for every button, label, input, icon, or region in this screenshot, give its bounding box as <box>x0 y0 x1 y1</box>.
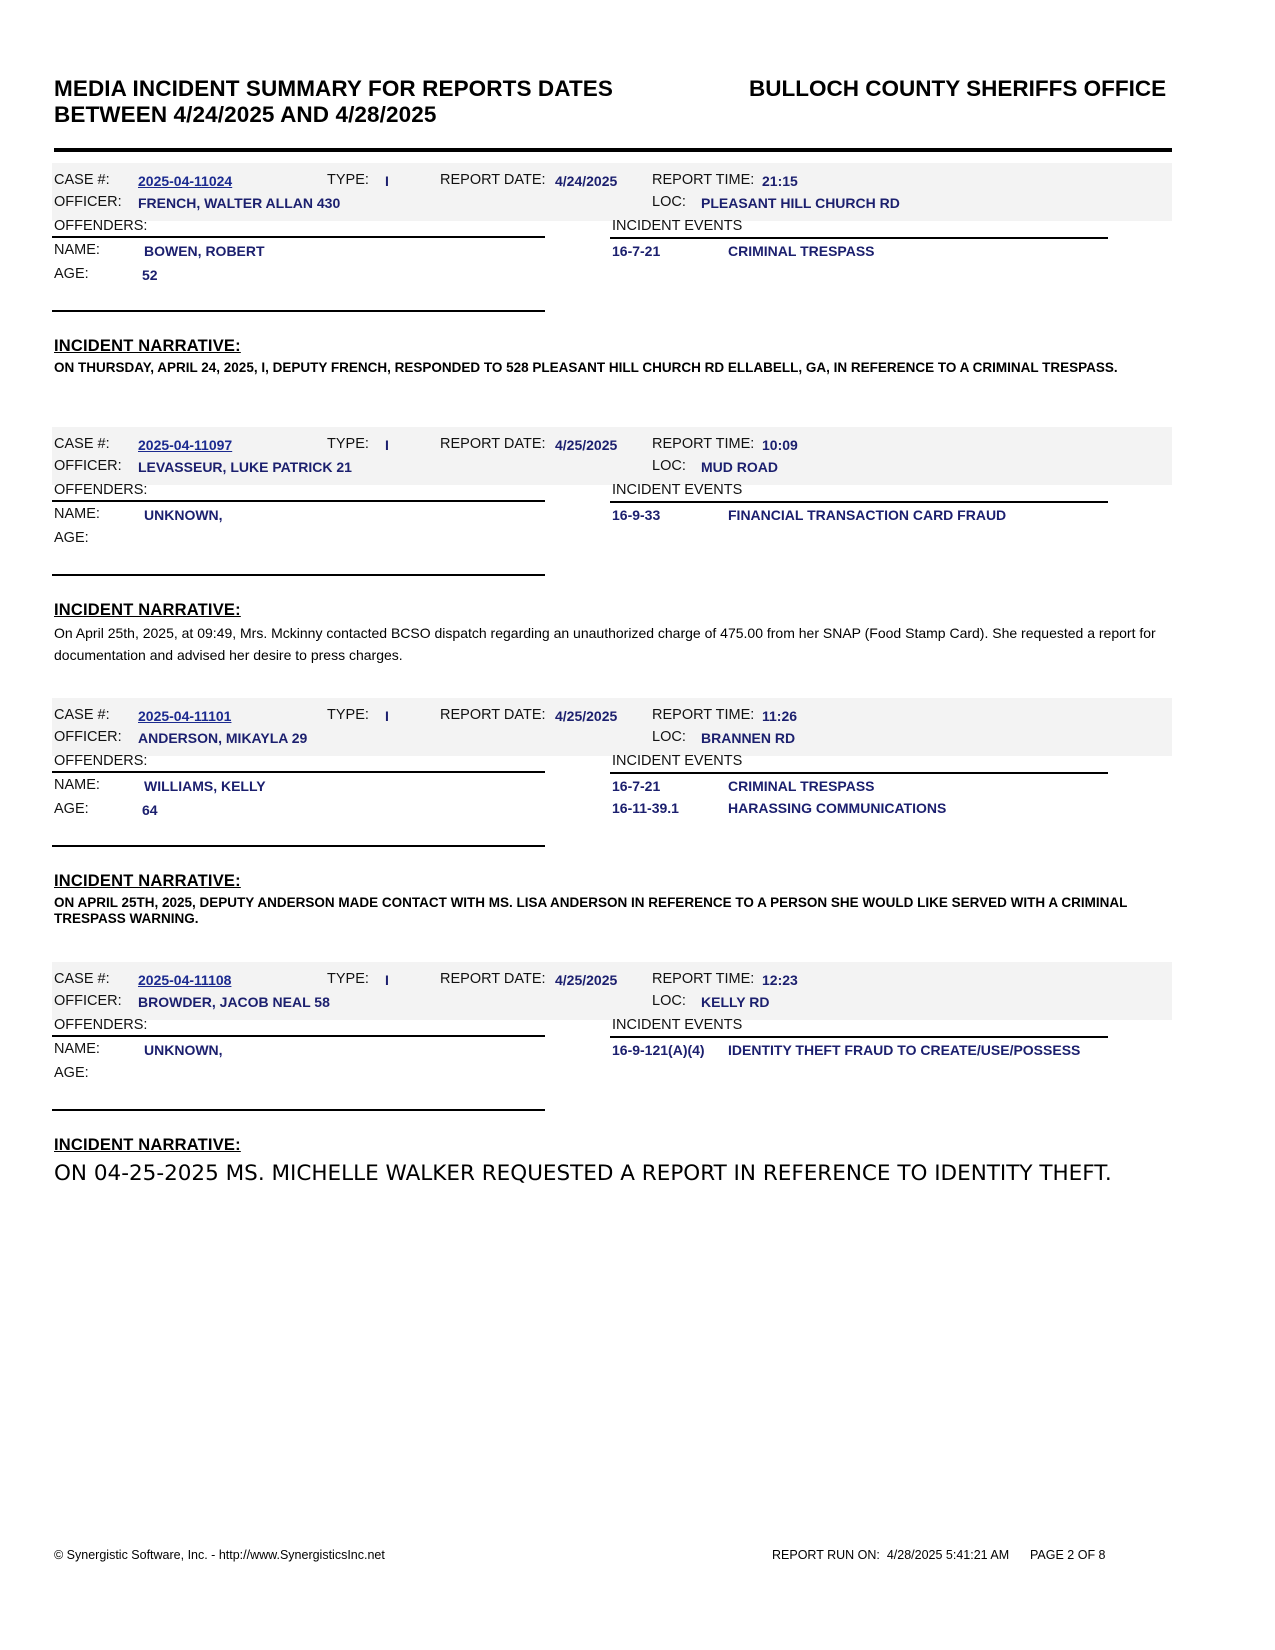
report-run-label: REPORT RUN ON: <box>772 1548 880 1562</box>
incident-events-rule <box>610 1036 1108 1038</box>
loc-label: LOC: <box>652 993 686 1009</box>
officer-label: OFFICER: <box>54 458 122 474</box>
age-label: AGE: <box>54 530 89 546</box>
case-label: CASE #: <box>54 436 110 452</box>
report-time-label: REPORT TIME: <box>652 436 755 452</box>
event-code: 16-7-21 <box>612 778 661 794</box>
type-label: TYPE: <box>327 436 369 452</box>
incident-narrative <box>54 337 1154 376</box>
case-record <box>0 163 1275 433</box>
offender-age: 64 <box>142 802 158 818</box>
report-time-value: 10:09 <box>762 437 798 453</box>
narrative-text: On April 25th, 2025, at 09:49, Mrs. Mckinny contacted BCSO dispatch regarding an unauthorized charge of 475.00 from her SNAP (Food Stamp Card). She requested a report for documentation and advised her desire to press charges. <box>54 625 1156 663</box>
case-header-band <box>52 427 1172 485</box>
narrative-text: ON APRIL 25TH, 2025, DEPUTY ANDERSON MADE CONTACT WITH MS. LISA ANDERSON IN REFERENCE TO A PERSON SHE WOULD LIKE SERVED WITH A CRIMINAL TRESPASS WARNING. <box>54 895 1128 926</box>
report-date-value: 4/24/2025 <box>555 173 618 189</box>
report-date-label: REPORT DATE: <box>440 971 546 987</box>
offender-block-rule <box>52 845 545 847</box>
case-header-band <box>52 962 1172 1020</box>
event-code: 16-7-21 <box>612 243 661 259</box>
offenders-label: OFFENDERS: <box>54 753 148 769</box>
case-number-link[interactable]: 2025-04-11101 <box>138 708 232 724</box>
age-label: AGE: <box>54 1065 89 1081</box>
officer-label: OFFICER: <box>54 729 122 745</box>
type-value: I <box>385 173 389 189</box>
offender-block-rule <box>52 310 545 312</box>
incident-events-label: INCIDENT EVENTS <box>612 218 743 234</box>
case-record <box>0 698 1275 968</box>
incident-events-label: INCIDENT EVENTS <box>612 1017 743 1033</box>
report-time-value: 21:15 <box>762 173 798 189</box>
case-number-link[interactable]: 2025-04-11097 <box>138 437 233 453</box>
report-date-label: REPORT DATE: <box>440 707 546 723</box>
type-value: I <box>385 972 389 988</box>
incident-narrative <box>54 601 1164 666</box>
case-number-link[interactable]: 2025-04-11108 <box>138 972 232 988</box>
type-label: TYPE: <box>327 971 369 987</box>
event-description: IDENTITY THEFT FRAUD TO CREATE/USE/POSSESS <box>728 1042 1081 1058</box>
type-label: TYPE: <box>327 707 369 723</box>
offenders-rule <box>52 500 545 502</box>
age-label: AGE: <box>54 266 89 282</box>
case-header-band <box>52 163 1172 221</box>
narrative-title: INCIDENT NARRATIVE: <box>54 601 241 619</box>
incident-events-rule <box>610 237 1108 239</box>
officer-label: OFFICER: <box>54 194 122 210</box>
event-description: FINANCIAL TRANSACTION CARD FRAUD <box>728 507 1007 523</box>
loc-value: BRANNEN RD <box>701 730 796 746</box>
type-value: I <box>385 437 389 453</box>
footer-run-info <box>772 1548 1106 1562</box>
officer-value: FRENCH, WALTER ALLAN 430 <box>138 195 341 211</box>
report-time-value: 12:23 <box>762 972 798 988</box>
type-value: I <box>385 708 389 724</box>
loc-label: LOC: <box>652 458 686 474</box>
officer-label: OFFICER: <box>54 993 122 1009</box>
officer-value: BROWDER, JACOB NEAL 58 <box>138 994 330 1010</box>
report-run-value: 4/28/2025 5:41:21 AM <box>886 1548 1010 1562</box>
event-code: 16-9-33 <box>612 507 661 523</box>
footer-copyright: © Synergistic Software, Inc. - http://www.SynergisticsInc.net <box>54 1548 385 1562</box>
offender-block-rule <box>52 1109 545 1111</box>
loc-label: LOC: <box>652 194 686 210</box>
incident-events-label: INCIDENT EVENTS <box>612 482 743 498</box>
report-date-label: REPORT DATE: <box>440 172 546 188</box>
narrative-title: INCIDENT NARRATIVE: <box>54 872 241 890</box>
offenders-label: OFFENDERS: <box>54 218 148 234</box>
incident-narrative <box>54 872 1154 927</box>
event-description: CRIMINAL TRESPASS <box>728 778 875 794</box>
event-description: HARASSING COMMUNICATIONS <box>728 800 947 816</box>
offenders-rule <box>52 236 545 238</box>
event-code: 16-9-121(A)(4) <box>612 1042 705 1058</box>
loc-value: KELLY RD <box>701 994 770 1010</box>
report-title-line2: BETWEEN 4/24/2025 AND 4/28/2025 <box>54 102 437 127</box>
offender-name: UNKNOWN, <box>144 507 223 523</box>
loc-value: MUD ROAD <box>701 459 778 475</box>
report-title <box>54 76 613 128</box>
offender-age: 52 <box>142 267 158 283</box>
case-header-band <box>52 698 1172 756</box>
offender-name: UNKNOWN, <box>144 1042 223 1058</box>
header-divider <box>54 148 1172 152</box>
offenders-rule <box>52 771 545 773</box>
narrative-text: ON THURSDAY, APRIL 24, 2025, I, DEPUTY FRENCH, RESPONDED TO 528 PLEASANT HILL CHURCH RD ELLABELL, GA, IN REFERENCE TO A CRIMINAL TRESPASS. <box>54 360 1118 375</box>
report-date-value: 4/25/2025 <box>555 972 618 988</box>
case-label: CASE #: <box>54 172 110 188</box>
incident-events-label: INCIDENT EVENTS <box>612 753 743 769</box>
case-record <box>0 427 1275 697</box>
report-date-value: 4/25/2025 <box>555 708 618 724</box>
narrative-title: INCIDENT NARRATIVE: <box>54 1136 241 1154</box>
report-date-label: REPORT DATE: <box>440 436 546 452</box>
offender-name: BOWEN, ROBERT <box>144 243 265 259</box>
offenders-rule <box>52 1035 545 1037</box>
officer-value: LEVASSEUR, LUKE PATRICK 21 <box>138 459 352 475</box>
name-label: NAME: <box>54 777 100 793</box>
report-title-line1: MEDIA INCIDENT SUMMARY FOR REPORTS DATES <box>54 76 614 101</box>
officer-value: ANDERSON, MIKAYLA 29 <box>138 730 308 746</box>
name-label: NAME: <box>54 1041 100 1057</box>
age-label: AGE: <box>54 801 89 817</box>
incident-events-rule <box>610 501 1108 503</box>
incident-narrative <box>54 1136 1164 1187</box>
report-time-label: REPORT TIME: <box>652 971 755 987</box>
case-label: CASE #: <box>54 707 110 723</box>
event-code: 16-11-39.1 <box>612 800 679 816</box>
incident-events-rule <box>610 772 1108 774</box>
case-number-link[interactable]: 2025-04-11024 <box>138 173 233 189</box>
narrative-title: INCIDENT NARRATIVE: <box>54 337 241 355</box>
report-date-value: 4/25/2025 <box>555 437 618 453</box>
loc-value: PLEASANT HILL CHURCH RD <box>701 195 900 211</box>
offender-block-rule <box>52 574 545 576</box>
offender-name: WILLIAMS, KELLY <box>144 778 266 794</box>
report-time-value: 11:26 <box>762 708 798 724</box>
agency-name: BULLOCH COUNTY SHERIFFS OFFICE <box>749 76 1167 101</box>
type-label: TYPE: <box>327 172 369 188</box>
narrative-text: ON 04-25-2025 MS. MICHELLE WALKER REQUESTED A REPORT IN REFERENCE TO IDENTITY THEFT. <box>54 1161 1112 1186</box>
report-time-label: REPORT TIME: <box>652 707 755 723</box>
report-time-label: REPORT TIME: <box>652 172 755 188</box>
loc-label: LOC: <box>652 729 686 745</box>
case-record <box>0 962 1275 1232</box>
page-number: PAGE 2 OF 8 <box>1030 1548 1106 1562</box>
name-label: NAME: <box>54 506 100 522</box>
event-description: CRIMINAL TRESPASS <box>728 243 875 259</box>
offenders-label: OFFENDERS: <box>54 482 148 498</box>
name-label: NAME: <box>54 242 100 258</box>
case-label: CASE #: <box>54 971 110 987</box>
offenders-label: OFFENDERS: <box>54 1017 148 1033</box>
